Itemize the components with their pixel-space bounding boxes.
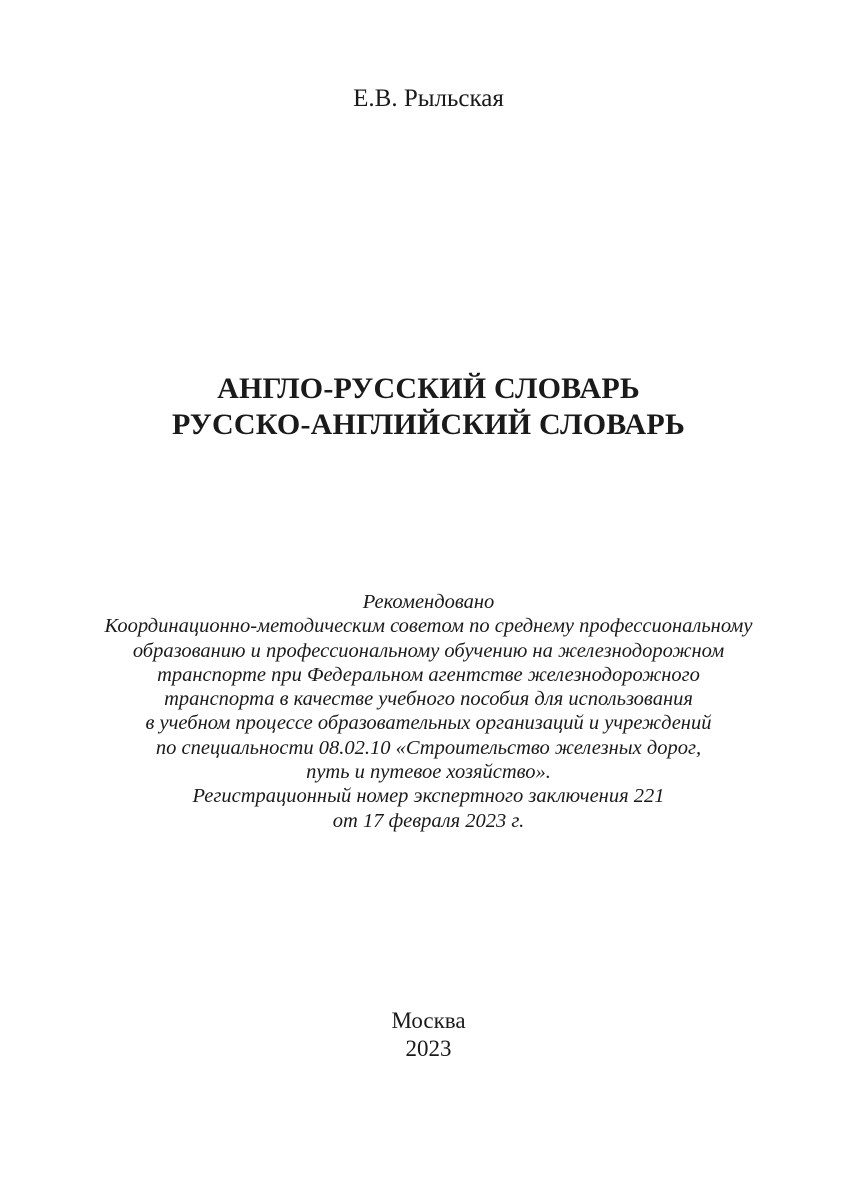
recommendation-line: Координационно-методическим советом по среднему профессиональному [104,615,753,638]
recommendation-line: от 17 февраля 2023 г. [332,809,525,832]
book-title [0,371,857,443]
author-name: Е.В. Рыльская [353,85,504,112]
book-title-line-1: АНГЛО-РУССКИЙ СЛОВАРЬ [217,372,640,405]
publication-imprint [0,1007,857,1063]
recommendation-line: по специальности 08.02.10 «Строительство железных дорог, [155,736,702,759]
book-title-line-2: РУССКО-АНГЛИЙСКИЙ СЛОВАРЬ [172,408,685,441]
recommendation-line: Рекомендовано [362,591,495,613]
recommendation-line: транспорте при Федеральном агентстве железнодорожного [157,663,700,686]
recommendation-note [0,590,857,833]
recommendation-line: образованию и профессиональному обучению на железнодорожном [132,639,725,662]
recommendation-line: в учебном процессе образовательных организаций и учреждений [145,712,712,735]
publication-year: 2023 [405,1036,452,1061]
recommendation-line: путь и путевое хозяйство». [306,761,551,784]
recommendation-line: транспорта в качестве учебного пособия для использования [164,688,693,711]
recommendation-line: Регистрационный номер экспертного заключения 221 [192,785,665,808]
publication-city: Москва [391,1008,466,1033]
